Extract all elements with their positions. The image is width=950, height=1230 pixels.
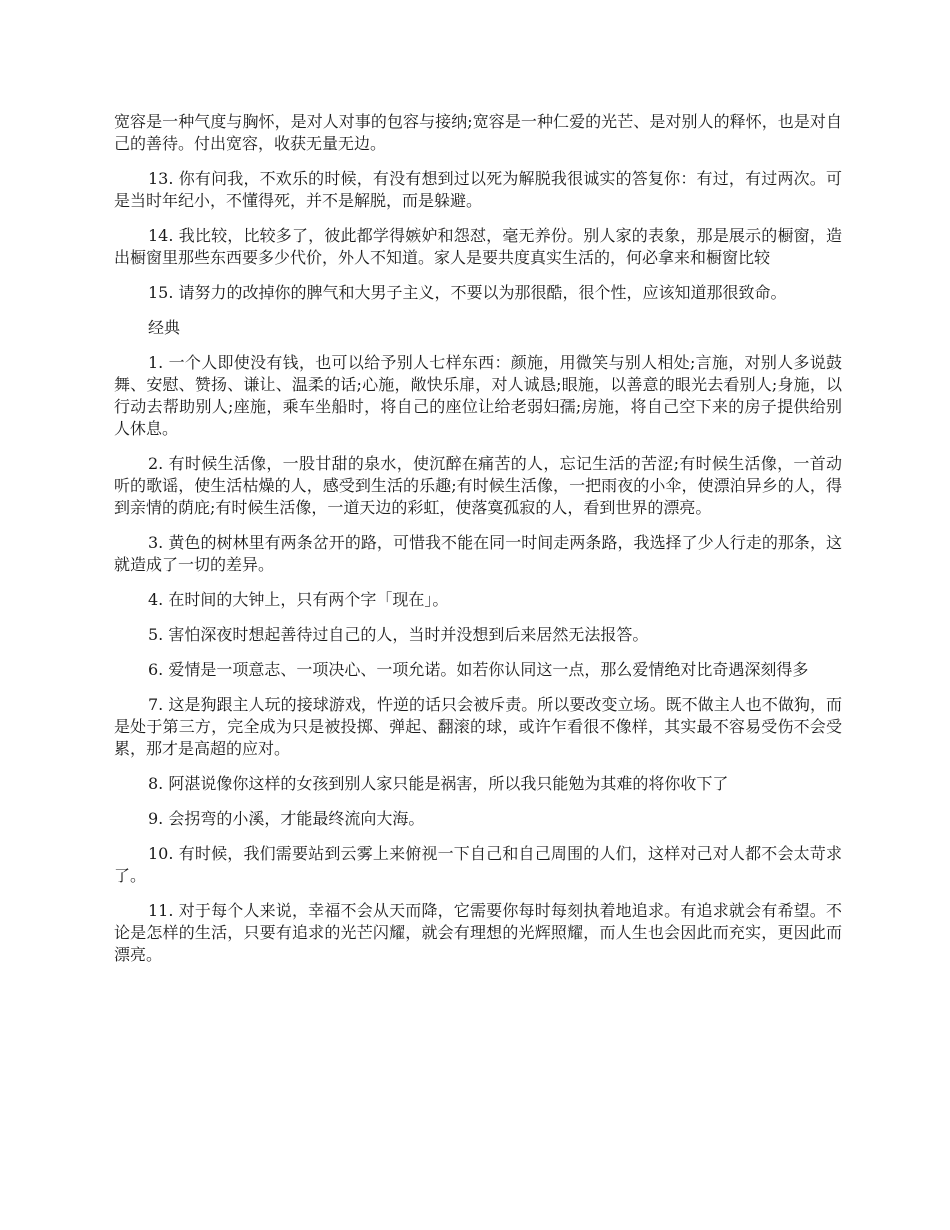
section-heading-classic: 经典 <box>148 318 181 337</box>
document-body <box>114 111 842 979</box>
paragraph-item-5: 5. 害怕深夜时想起善待过自己的人，当时并没想到后来居然无法报答。 <box>148 625 649 644</box>
paragraph-item-7: 7. 这是狗跟主人玩的接球游戏，忤逆的话只会被斥责。所以要改变立场。既不做主人也不做狗，而是处于第三方，完全成为只是被投掷、弹起、翻滚的球，或许乍看很不像样，其实最不容易受伤不会受累，那才是高超的应对。 <box>114 695 842 758</box>
paragraph-item-6: 6. 爱情是一项意志、一项决心、一项允诺。如若你认同这一点，那么爱情绝对比奇遇深刻得多 <box>148 660 809 679</box>
paragraph-item-9: 9. 会拐弯的小溪，才能最终流向大海。 <box>148 809 425 828</box>
paragraph-item-2: 2. 有时候生活像，一股甘甜的泉水，使沉醉在痛苦的人，忘记生活的苦涩;有时候生活像，一首动听的歌谣，使生活枯燥的人，感受到生活的乐趣;有时候生活像，一把雨夜的小伞，使漂泊异乡的人，得到亲情的荫庇;有时候生活像，一道天边的彩虹，使落寞孤寂的人，看到世界的漂亮。 <box>114 454 842 517</box>
paragraph-item-3: 3. 黄色的树林里有两条岔开的路，可惜我不能在同一时间走两条路，我选择了少人行走的那条，这就造成了一切的差异。 <box>114 533 842 574</box>
paragraph-item-10: 10. 有时候，我们需要站到云雾上来俯视一下自己和自己周围的人们，这样对己对人都不会太苛求了。 <box>114 844 842 885</box>
paragraph-item-4: 4. 在时间的大钟上，只有两个字「现在」。 <box>148 590 449 609</box>
paragraph-item-8: 8. 阿湛说像你这样的女孩到别人家只能是祸害，所以我只能勉为其难的将你收下了 <box>148 774 729 793</box>
paragraph-item-11: 11. 对于每个人来说，幸福不会从天而降，它需要你每时每刻执着地追求。有追求就会有希望。不论是怎样的生活，只要有追求的光芒闪耀，就会有理想的光辉照耀，而人生也会因此而充实，更因此而漂亮。 <box>114 901 842 964</box>
paragraph-item-14: 14. 我比较，比较多了，彼此都学得嫉妒和怨怼，毫无养份。别人家的表象，那是展示的橱窗，造出橱窗里那些东西要多少代价，外人不知道。家人是要共度真实生活的，何必拿来和橱窗比较 <box>114 226 842 267</box>
paragraph-item-1: 1. 一个人即使没有钱，也可以给予别人七样东西：颜施，用微笑与别人相处;言施，对别人多说鼓舞、安慰、赞扬、谦让、温柔的话;心施，敞快乐扉，对人诚恳;眼施，以善意的眼光去看别人;身施，以行动去帮助别人;座施，乘车坐船时，将自己的座位让给老弱妇孺;房施，将自己空下来的房子提供给别人休息。 <box>114 353 842 438</box>
paragraph-item-13: 13. 你有问我，不欢乐的时候，有没有想到过以死为解脱我很诚实的答复你：有过，有过两次。可是当时年纪小，不懂得死，并不是解脱，而是躲避。 <box>114 169 842 210</box>
paragraph-item-15: 15. 请努力的改掉你的脾气和大男子主义，不要以为那很酷，很个性，应该知道那很致命。 <box>148 283 787 302</box>
paragraph-continuation: 宽容是一种气度与胸怀，是对人对事的包容与接纳;宽容是一种仁爱的光芒、是对别人的释怀，也是对自己的善待。付出宽容，收获无量无边。 <box>114 112 842 153</box>
